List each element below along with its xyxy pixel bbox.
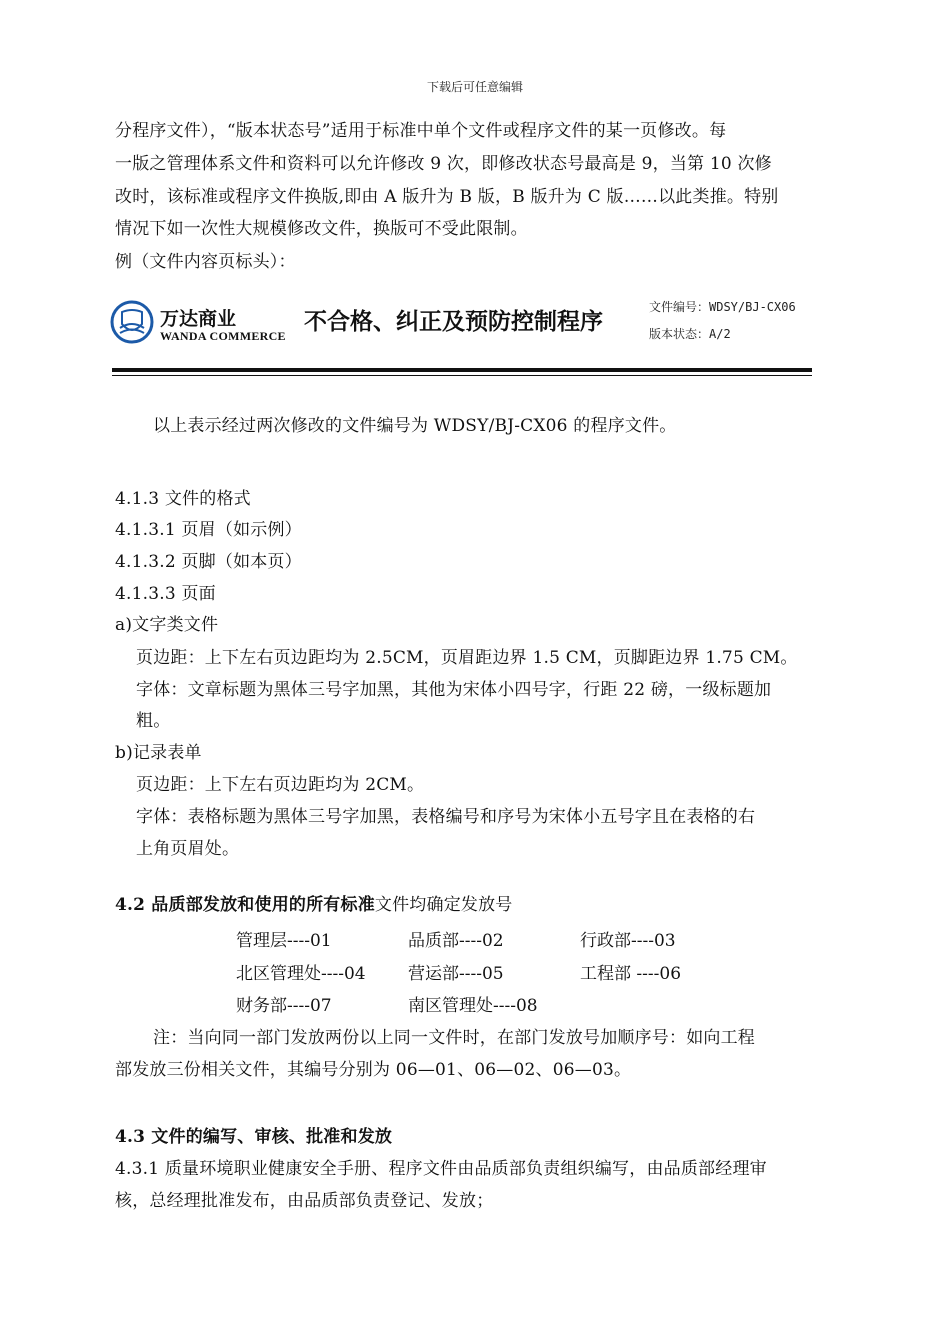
header-rule-thin <box>112 375 812 376</box>
section-4-1-3: 4.1.3 文件的格式 <box>115 489 251 509</box>
intro-line-3: 改时，该标准或程序文件换版,即由 A 版升为 B 版，B 版升为 C 版……以此类推。特别 <box>115 187 779 207</box>
logo-english-name: WANDA COMMERCE <box>160 329 286 343</box>
section-4-3-1-line-2: 核，总经理批准发布，由品质部负责登记、发放； <box>115 1191 494 1211</box>
dept-code: 南区管理处----08 <box>408 996 538 1016</box>
item-a-font-1: 字体：文章标题为黑体三号字加黑，其他为宋体小四号字，行距 22 磅，一级标题加 <box>136 680 772 700</box>
dept-code: 品质部----02 <box>408 931 504 951</box>
example-version: 版本状态：A/2 <box>649 327 731 341</box>
item-b-label: b)记录表单 <box>115 743 202 763</box>
section-4-2-title <box>115 890 513 915</box>
section-4-1-3-3: 4.1.3.3 页面 <box>115 584 216 604</box>
page-top-note: 下载后可任意编辑 <box>426 80 523 94</box>
intro-line-1: 分程序文件），“版本状态号”适用于标准中单个文件或程序文件的某一页修改。每 <box>115 121 727 141</box>
dept-code: 行政部----03 <box>580 931 676 951</box>
section-4-3-title: 4.3 文件的编写、审核、批准和发放 <box>115 1127 393 1147</box>
intro-line-4: 情况下如一次性大规模修改文件，换版可不受此限制。 <box>115 219 528 239</box>
section-4-2-title-rest: 文件均确定发放号 <box>374 895 513 915</box>
item-a-font-2: 粗。 <box>136 711 171 731</box>
issue-note-2: 部发放三份相关文件，其编号分别为 06—01、06—02、06—03。 <box>115 1060 632 1080</box>
example-label: 例（文件内容页标头）： <box>115 252 296 272</box>
logo-chinese-name: 万达商业 <box>160 308 237 330</box>
header-rule-thick <box>112 368 812 372</box>
issue-note-1: 注：当向同一部门发放两份以上同一文件时，在部门发放号加顺序号：如向工程 <box>153 1028 755 1048</box>
dept-code: 营运部----05 <box>408 964 504 984</box>
item-a-margin: 页边距：上下左右页边距均为 2.5CM，页眉距边界 1.5 CM，页脚距边界 1.75 CM。 <box>136 648 798 668</box>
dept-code: 管理层----01 <box>236 931 332 951</box>
dept-code: 工程部 ----06 <box>580 964 682 984</box>
wanda-logo-icon <box>110 300 154 344</box>
example-doc-number: 文件编号：WDSY/BJ-CX06 <box>649 300 796 314</box>
intro-line-2: 一版之管理体系文件和资料可以允许修改 9 次，即修改状态号最高是 9，当第 10 次修 <box>115 154 772 174</box>
section-4-2-title-bold: 4.2 品质部发放和使用的所有标准 <box>115 895 375 915</box>
dept-code: 财务部----07 <box>236 996 332 1016</box>
item-b-font-1: 字体：表格标题为黑体三号字加黑，表格编号和序号为宋体小五号字且在表格的右 <box>136 807 756 827</box>
example-header-title: 不合格、纠正及预防控制程序 <box>304 309 603 335</box>
dept-code: 北区管理处----04 <box>236 964 366 984</box>
item-a-label: a)文字类文件 <box>115 615 219 635</box>
section-4-1-3-1: 4.1.3.1 页眉（如示例） <box>115 520 302 540</box>
item-b-margin: 页边距：上下左右页边距均为 2CM。 <box>136 775 425 795</box>
section-4-3-1-line-1: 4.3.1 质量环境职业健康安全手册、程序文件由品质部负责组织编写，由品质部经理审 <box>115 1159 767 1179</box>
item-b-font-2: 上角页眉处。 <box>136 839 240 859</box>
section-4-1-3-2: 4.1.3.2 页脚（如本页） <box>115 552 302 572</box>
example-note: 以上表示经过两次修改的文件编号为 WDSY/BJ-CX06 的程序文件。 <box>153 416 677 436</box>
wanda-logo <box>110 300 300 352</box>
